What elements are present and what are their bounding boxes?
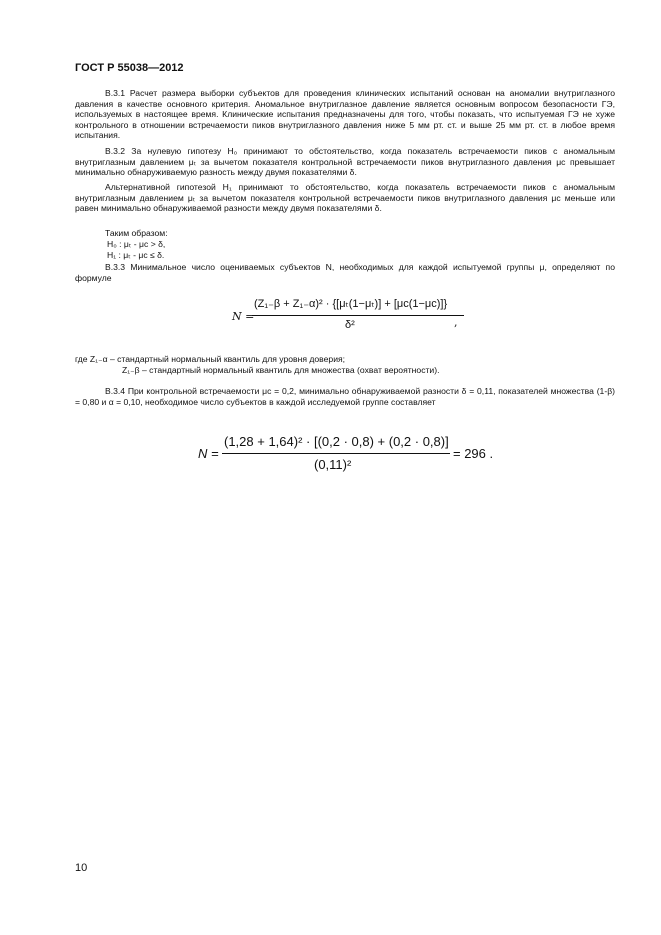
formula-numerator: (Z₁₋β + Z₁₋α)² · {[μₜ(1−μₜ)] + [μc(1−μc)]}	[254, 298, 448, 310]
where-z-alpha: где Z₁₋α – стандартный нормальный квантиль для уровня доверия;	[75, 354, 346, 364]
fraction-bar	[222, 453, 450, 454]
formula-sample-size-calculation	[198, 434, 508, 480]
formula-tail: ,	[454, 316, 458, 329]
page-number: 10	[75, 862, 88, 874]
formula-sample-size	[232, 297, 462, 337]
formula2-lhs: N =	[198, 446, 219, 461]
hypothesis-h1: H₁ : μₜ - μc ≤ δ.	[107, 250, 165, 260]
paragraph-b34: В.3.4 При контрольной встречаемости μc = 0,2, минимально обнаруживаемой разности δ = 0,11, показателей множества (1-β) = 0,80 и α = 0,10, необходимое число субъектов в каждой исследуемой группе составляет	[75, 386, 615, 407]
paragraph-alt-hypothesis: Альтернативной гипотезой H₁ принимают то обстоятельство, когда показатель встречаемости пиков с аномальным внутриглазным давлением μₜ за вычетом показателя контрольной встречаемости пиков внутриглазного давления μc меньше или равен минимально обнаруживаемой разности между двумя показателями δ.	[75, 182, 615, 214]
formula2-numerator: (1,28 + 1,64)² · [(0,2 · 0,8) + (0,2 · 0,8)]	[224, 434, 449, 449]
formula-denominator: δ²	[345, 319, 355, 331]
paragraph-thus: Таким образом:	[105, 228, 168, 238]
fraction-bar	[252, 315, 464, 316]
paragraph-b33: В.3.3 Минимальное число оцениваемых субъектов N, необходимых для каждой испытуемой группы μ, определяют по формуле	[75, 262, 615, 283]
paragraph-b31: В.3.1 Расчет размера выборки субъектов для проведения клинических испытаний основан на аномалии внутриглазного давления в качестве основного критерия. Аномальное внутриглазное давление является основным вопросом безопасности ГЭ, используемых в настоящее время. Клинические испытания предназначены для того, чтобы показать, что испытуемая ГЭ не хуже контрольного в отношении встречаемости пиков внутриглазного давления ниже 5 мм рт. ст. и выше 25 мм рт. ст. в любое время испытания.	[75, 88, 615, 141]
formula-lhs: N =	[232, 310, 255, 323]
formula2-denominator: (0,11)²	[314, 457, 352, 472]
paragraph-b32: В.3.2 За нулевую гипотезу H₀ принимают то обстоятельство, когда показатель встречаемости пиков с аномальным внутриглазным давлением μₜ за вычетом показателя контрольной встречаемости пиков внутриглазного давления μc превышает минимально обнаруживаемую разность между двумя показателями δ.	[75, 146, 615, 178]
document-header: ГОСТ Р 55038—2012	[75, 62, 184, 74]
where-z-beta: Z₁₋β – стандартный нормальный квантиль для множества (охват вероятности).	[122, 365, 440, 375]
formula2-result: = 296 .	[453, 446, 494, 461]
hypothesis-h0: H₀ : μₜ - μc > δ,	[107, 239, 166, 249]
